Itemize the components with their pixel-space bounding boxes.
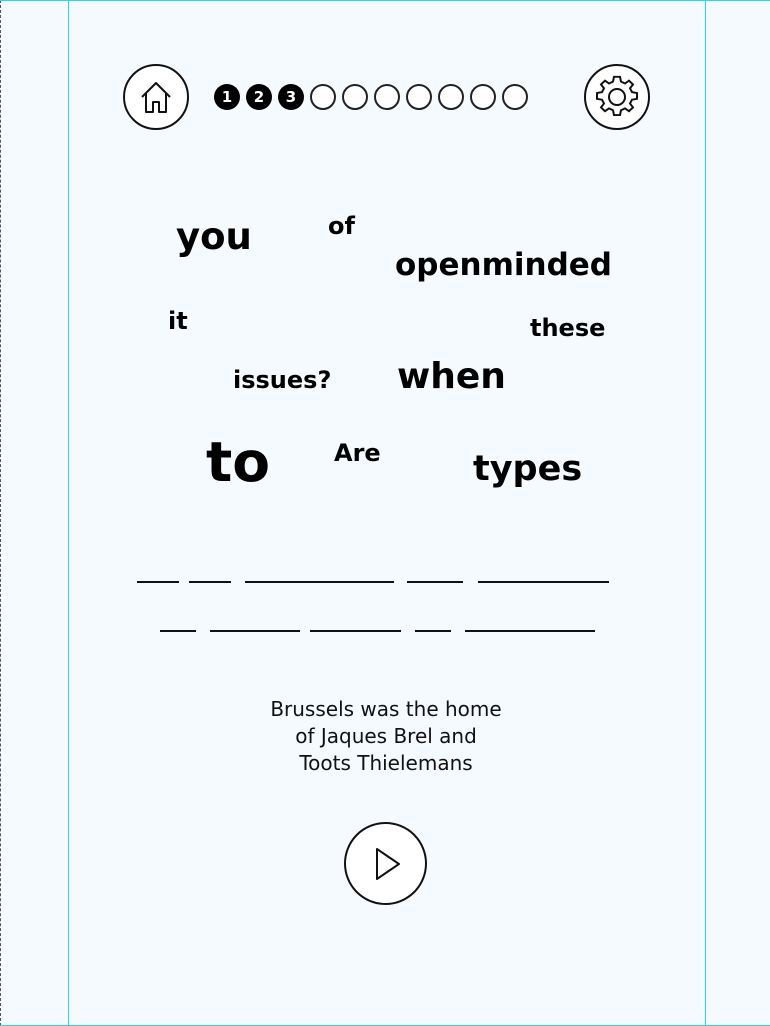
progress-step-3: 3 bbox=[278, 84, 304, 110]
word-tile[interactable]: to bbox=[206, 430, 271, 494]
play-icon bbox=[366, 844, 406, 884]
progress-step-1: 1 bbox=[214, 84, 240, 110]
answer-blank[interactable] bbox=[210, 630, 300, 632]
fun-fact bbox=[236, 696, 536, 777]
answer-blank[interactable] bbox=[310, 630, 401, 632]
word-tile[interactable]: it bbox=[168, 307, 188, 335]
progress-step-6 bbox=[374, 84, 400, 110]
word-tile[interactable]: issues? bbox=[233, 366, 332, 394]
frame-guide-left bbox=[68, 0, 69, 1026]
home-button[interactable] bbox=[123, 64, 189, 130]
progress-step-10 bbox=[502, 84, 528, 110]
word-tile[interactable]: Are bbox=[334, 439, 381, 467]
progress-step-5 bbox=[342, 84, 368, 110]
progress-step-9 bbox=[470, 84, 496, 110]
word-tile[interactable]: of bbox=[328, 212, 355, 240]
fun-fact-line: Brussels was the home bbox=[270, 697, 502, 721]
frame-top-border bbox=[0, 0, 770, 1]
word-tile[interactable]: you bbox=[176, 215, 252, 258]
progress-step-2: 2 bbox=[246, 84, 272, 110]
answer-blank[interactable] bbox=[478, 581, 609, 583]
answer-blank[interactable] bbox=[137, 581, 179, 583]
play-button[interactable] bbox=[344, 822, 427, 905]
fun-fact-line: of Jaques Brel and bbox=[295, 724, 477, 748]
word-tile[interactable]: types bbox=[473, 449, 583, 489]
answer-blank[interactable] bbox=[465, 630, 595, 632]
fun-fact-line: Toots Thielemans bbox=[299, 751, 473, 775]
answer-blank[interactable] bbox=[415, 630, 451, 632]
answer-blank[interactable] bbox=[160, 630, 196, 632]
answer-blank[interactable] bbox=[407, 581, 463, 583]
word-tile[interactable]: these bbox=[530, 314, 606, 342]
home-icon bbox=[136, 77, 176, 117]
progress-step-7 bbox=[406, 84, 432, 110]
word-tile[interactable]: when bbox=[397, 356, 506, 397]
gear-icon bbox=[595, 75, 639, 119]
word-tile[interactable]: openminded bbox=[395, 247, 612, 283]
answer-blank[interactable] bbox=[245, 581, 394, 583]
progress-indicator bbox=[214, 84, 528, 110]
progress-step-4 bbox=[310, 84, 336, 110]
answer-blank[interactable] bbox=[189, 581, 231, 583]
frame-left-border bbox=[0, 0, 2, 1026]
progress-step-8 bbox=[438, 84, 464, 110]
frame-guide-right bbox=[705, 0, 706, 1026]
settings-button[interactable] bbox=[584, 64, 650, 130]
